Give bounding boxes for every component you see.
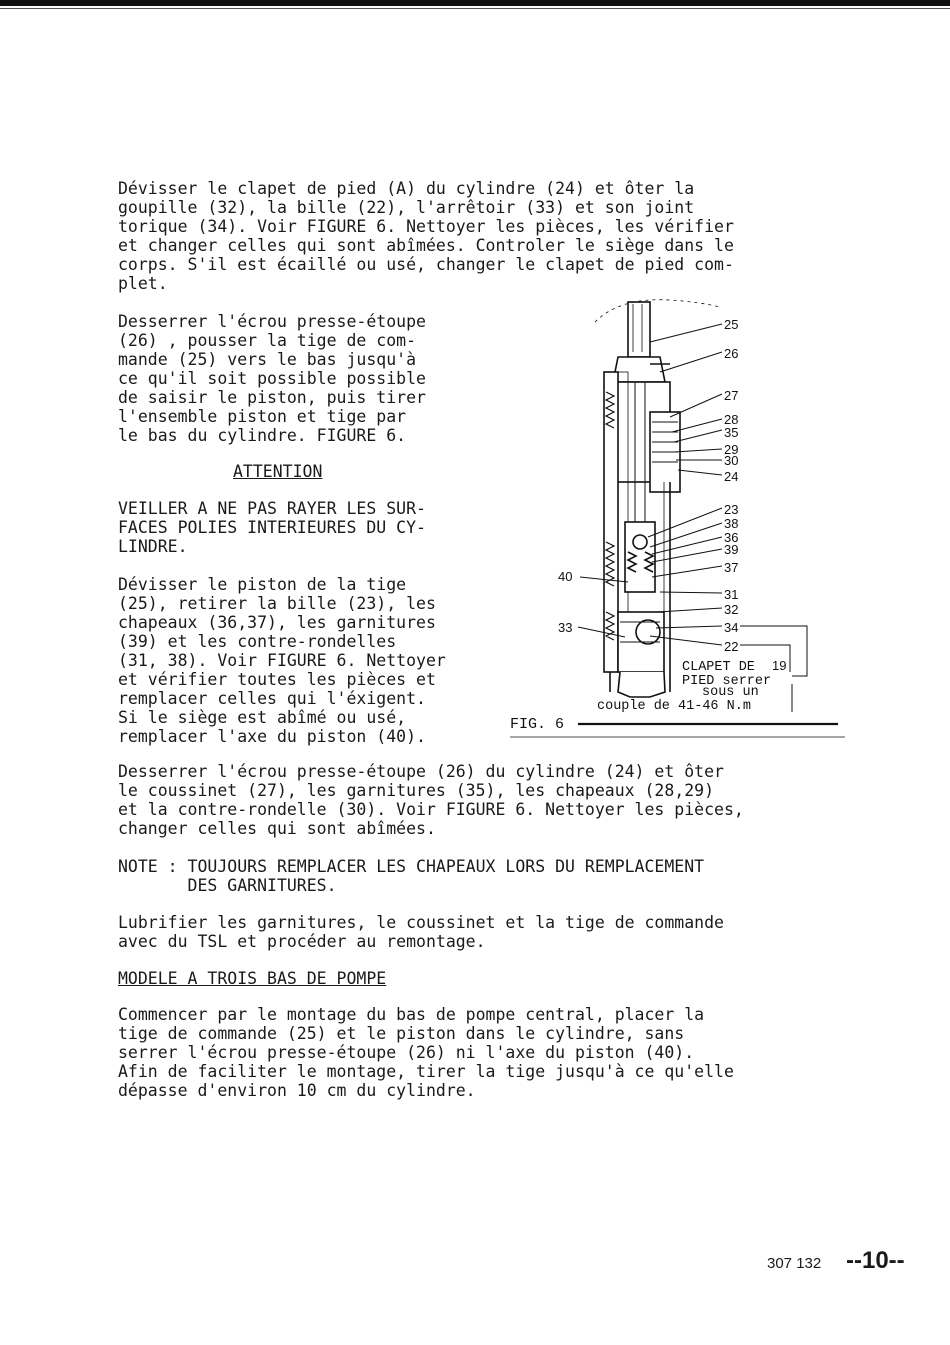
paragraph-2: Desserrer l'écrou presse-étoupe (26) , pousser la tige de com- mande (25) vers le bas jusqu'à ce qu'il soit possible possible de saisir le piston, puis tirer l'ensemble piston et tige par le bas du cylindre. FIGURE 6. <box>118 312 426 445</box>
callout-23: 23 <box>724 502 739 517</box>
valve-note-line3: sous un <box>702 685 759 700</box>
valve-note-number: 19 <box>772 658 787 673</box>
callout-26: 26 <box>724 346 739 361</box>
callout-22: 22 <box>724 639 739 654</box>
top-border-thin-rule <box>0 8 950 9</box>
callout-32: 32 <box>724 602 739 617</box>
paragraph-4: Desserrer l'écrou presse-étoupe (26) du cylindre (24) et ôter le coussinet (27), les garnitures (35), les chapeaux (28,29) et la contre-rondelle (30). Voir FIGURE 6. Nettoyer les pièces, changer celles qui sont abîmées. <box>118 762 744 838</box>
right-callout-numbers <box>724 317 738 654</box>
callout-31: 31 <box>724 587 739 602</box>
callout-24: 24 <box>724 469 739 484</box>
figure-caption: FIG. 6 <box>510 716 565 733</box>
top-border-rule <box>0 0 950 6</box>
paragraph-1: Dévisser le clapet de pied (A) du cylindre (24) et ôter la goupille (32), la bille (22), l'arrêtoir (33) et son joint torique (34). Voir FIGURE 6. Nettoyer les pièces, les vérifier et changer celles qui sont abîmées. Controler le siège dans le corps. S'il est écaillé ou usé, changer le clapet de pied com- plet. <box>118 179 734 293</box>
valve-note-line1: CLAPET DE <box>682 660 755 675</box>
figure-6-pump-diagram <box>500 292 850 747</box>
callout-39: 39 <box>724 542 739 557</box>
paragraph-6: Commencer par le montage du bas de pompe central, placer la tige de commande (25) et le piston dans le cylindre, sans serrer l'écrou presse-étoupe (26) ni l'axe du piston (40). Afin de faciliter le montage, tirer la tige jusqu'à ce qu'elle dépasse d'environ 10 cm du cylindre. <box>118 1005 734 1100</box>
warning-text: VEILLER A NE PAS RAYER LES SUR- FACES POLIES INTERIEURES DU CY- LINDRE. <box>118 499 426 556</box>
callout-35: 35 <box>724 425 739 440</box>
callout-28: 28 <box>724 412 739 427</box>
callout-40: 40 <box>558 569 573 584</box>
callout-36: 36 <box>724 530 739 545</box>
callout-25: 25 <box>724 317 739 332</box>
callout-38: 38 <box>724 516 739 531</box>
callout-27: 27 <box>724 388 739 403</box>
callout-34: 34 <box>724 620 739 635</box>
attention-heading: ATTENTION <box>233 462 323 481</box>
valve-note-line2: PIED serrer <box>682 674 772 689</box>
valve-note-line4: couple de 41-46 N.m <box>597 699 751 714</box>
section-heading: MODELE A TROIS BAS DE POMPE <box>118 969 387 988</box>
paragraph-5: Lubrifier les garnitures, le coussinet et la tige de commande avec du TSL et procéder au remontage. <box>118 913 724 951</box>
left-callout-numbers <box>558 569 572 635</box>
page-number: --10-- <box>846 1247 905 1274</box>
callout-30: 30 <box>724 453 739 468</box>
callout-33: 33 <box>558 620 573 635</box>
callout-leaders <box>510 324 845 737</box>
callout-29: 29 <box>724 442 739 457</box>
document-reference: 307 132 <box>767 1255 822 1272</box>
callout-37: 37 <box>724 560 739 575</box>
note-text: NOTE : TOUJOURS REMPLACER LES CHAPEAUX LORS DU REMPLACEMENT DES GARNITURES. <box>118 857 705 895</box>
paragraph-3: Dévisser le piston de la tige (25), retirer la bille (23), les chapeaux (36,37), les garnitures (39) et les contre-rondelles (31, 38). Voir FIGURE 6. Nettoyer et vérifier toutes les pièces et remplacer celles qui l'éxigent. Si le siège est abîmé ou usé, remplacer l'axe du piston (40). <box>118 575 446 746</box>
